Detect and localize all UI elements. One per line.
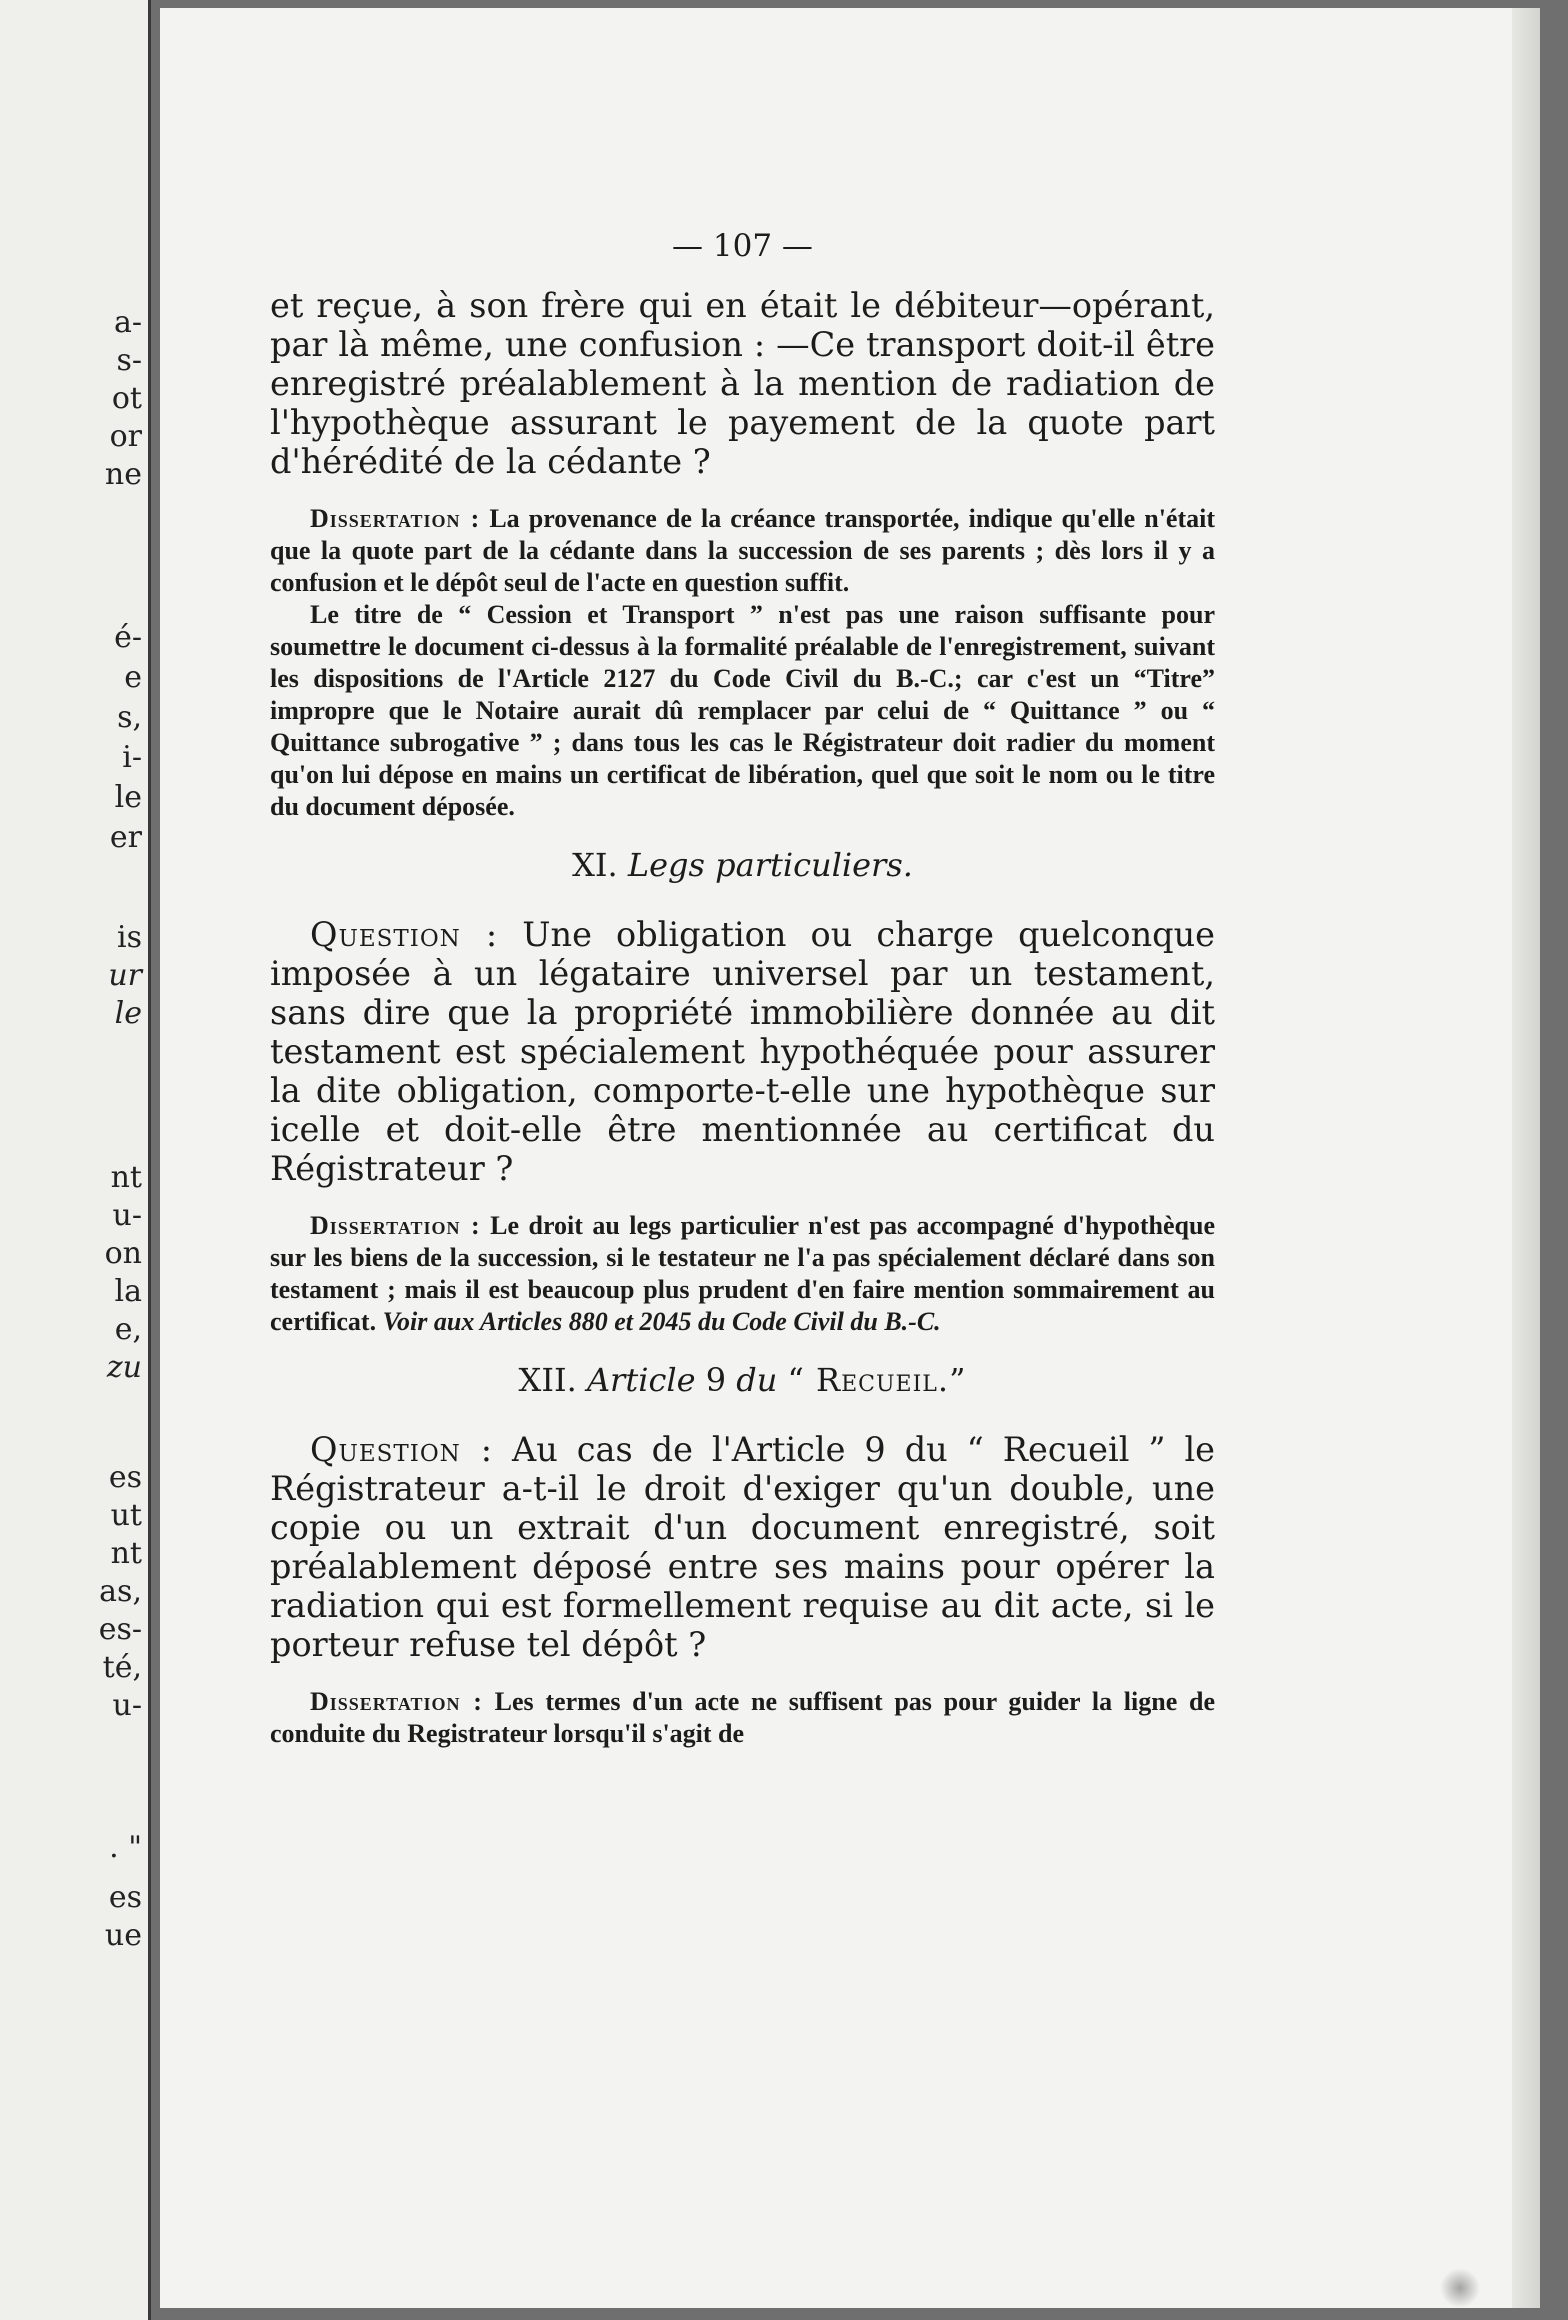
book-page [160,8,1540,2308]
prev-page-fragment: as, [99,1574,142,1609]
prev-page-fragment: ut [110,1498,142,1533]
previous-page-edge [0,0,151,2320]
question-3-text: Au cas de l'Article 9 du “ Recueil ” le Régistrateur a-t-il le droit d'exiger qu'un double, une copie ou un extrait d'un document enregistré, soit préalablement déposé entre ses mains pour opérer la radiation qui est formellement requise au dit acte, si le porteur refuse tel dépôt ? [270,1430,1215,1664]
question-2-text: Une obligation ou charge quelconque imposée à un légataire universel par un testament, sans dire que la propriété immobilière donnée au dit testament est spécialement hypothéquée pour assurer la dite obligation, comporte-t-elle une hypothèque sur icelle et doit-elle être mentionnée au certificat du Régistrateur ? [270,915,1215,1188]
page-edge-shadow [1512,8,1540,2308]
dissertation-2-text: Le droit au legs particulier n'est pas accompagné d'hypothèque sur les biens de la succession, si le testateur ne l'a pas spécialement déclaré dans son testament ; mais il est beaucoup plus prudent d'en faire mention sommairement au certificat. [270,1211,1215,1336]
intro-question-paragraph: et reçue, à son frère qui en était le débiteur—opérant, par là même, une confusion : —Ce transport doit-il être enregistré préalablement à la mention de radiation de l'hypothèque assurant le payement de la quote part d'hérédité de la cédante ? [270,286,1215,481]
heading-xii-recueil: “ Recueil.” [787,1361,967,1399]
dissertation-2-paragraph [270,1210,1215,1338]
dissertation-3-label: Dissertation : [310,1687,483,1716]
prev-page-fragment: es- [98,1612,142,1647]
prev-page-fragment: nt [110,1536,142,1571]
dissertation-1-label: Dissertation : [310,504,481,533]
page-corner-smudge [1440,2268,1480,2308]
prev-page-fragment: s, [117,700,142,735]
dissertation-3-text: Les termes d'un acte ne suffisent pas pour guider la ligne de conduite du Registrateur lorsqu'il s'agit de [270,1687,1215,1748]
heading-xi-number: XI. [572,846,618,884]
dissertation-1-second-paragraph: Le titre de “ Cession et Transport ” n'est pas une raison suffisante pour soumettre le document ci-dessus à la formalité préalable de l'enregistrement, suivant les dispositions de l'Article 2127 du Code Civil du B.-C.; car c'est un “Titre” impropre que le Notaire aurait dû remplacer par celui de “ Quittance ” ou “ Quittance subrogative ” ; dans tous les cas le Régistrateur doit radier du moment qu'on lui dépose en mains un certificat de libération, quel que soit le nom ou le titre du document déposée. [270,600,1215,821]
section-heading-xi [270,845,1215,885]
heading-xii-article: Article [586,1361,696,1399]
prev-page-fragment: is [117,920,142,955]
heading-xi-title: Legs particuliers. [627,846,913,884]
prev-page-fragment: nt [110,1160,142,1195]
prev-page-fragment: or [109,419,142,454]
prev-page-fragment: le [114,996,142,1031]
prev-page-fragment: a- [113,305,142,340]
dissertation-1-paragraph [270,503,1215,599]
prev-page-fragment: té, [102,1650,142,1685]
heading-xii-nine: 9 [705,1361,727,1399]
prev-page-fragment: on [104,1236,142,1271]
dissertation-1-text: La provenance de la créance transportée, indique qu'elle n'était que la quote part de la cédante dans la succession de ses parents ; dès lors il y a confusion et le dépôt seul de l'acte en question suffit. [270,504,1215,597]
prev-page-fragment: es [108,1880,142,1915]
prev-page-fragment: le [114,780,142,815]
question-2-label: Question : [310,915,499,954]
prev-page-fragment: u- [112,1198,142,1233]
dissertation-3-paragraph [270,1686,1215,1750]
question-3-paragraph [270,1430,1215,1664]
prev-page-fragment: er [109,820,142,855]
prev-page-fragment: e, [114,1312,142,1347]
prev-page-fragment: é- [114,620,142,655]
dissertation-2-label: Dissertation : [310,1211,481,1240]
section-heading-xii [270,1360,1215,1400]
prev-page-fragment: i- [122,740,142,775]
heading-xii-number: XII. [518,1361,577,1399]
question-3-label: Question : [310,1430,494,1469]
prev-page-fragment: zu [106,1350,142,1385]
dissertation-2-reference: Voir aux Articles 880 et 2045 du Code Civil du B.-C. [382,1307,941,1336]
prev-page-fragment: ue [104,1918,142,1953]
prev-page-fragment: ot [111,381,142,416]
prev-page-fragment: . " [109,1830,142,1865]
prev-page-fragment: es [108,1460,142,1495]
prev-page-fragment: s- [116,343,142,378]
question-2-paragraph [270,915,1215,1188]
prev-page-fragment: e [124,660,142,695]
prev-page-fragment: la [114,1274,142,1309]
page-content [270,228,1215,1750]
prev-page-fragment: u- [112,1688,142,1723]
page-number: — 107 — [672,228,813,264]
prev-page-fragment: ne [104,457,142,492]
prev-page-fragment: ur [108,958,142,993]
heading-xii-du: du [736,1361,778,1399]
